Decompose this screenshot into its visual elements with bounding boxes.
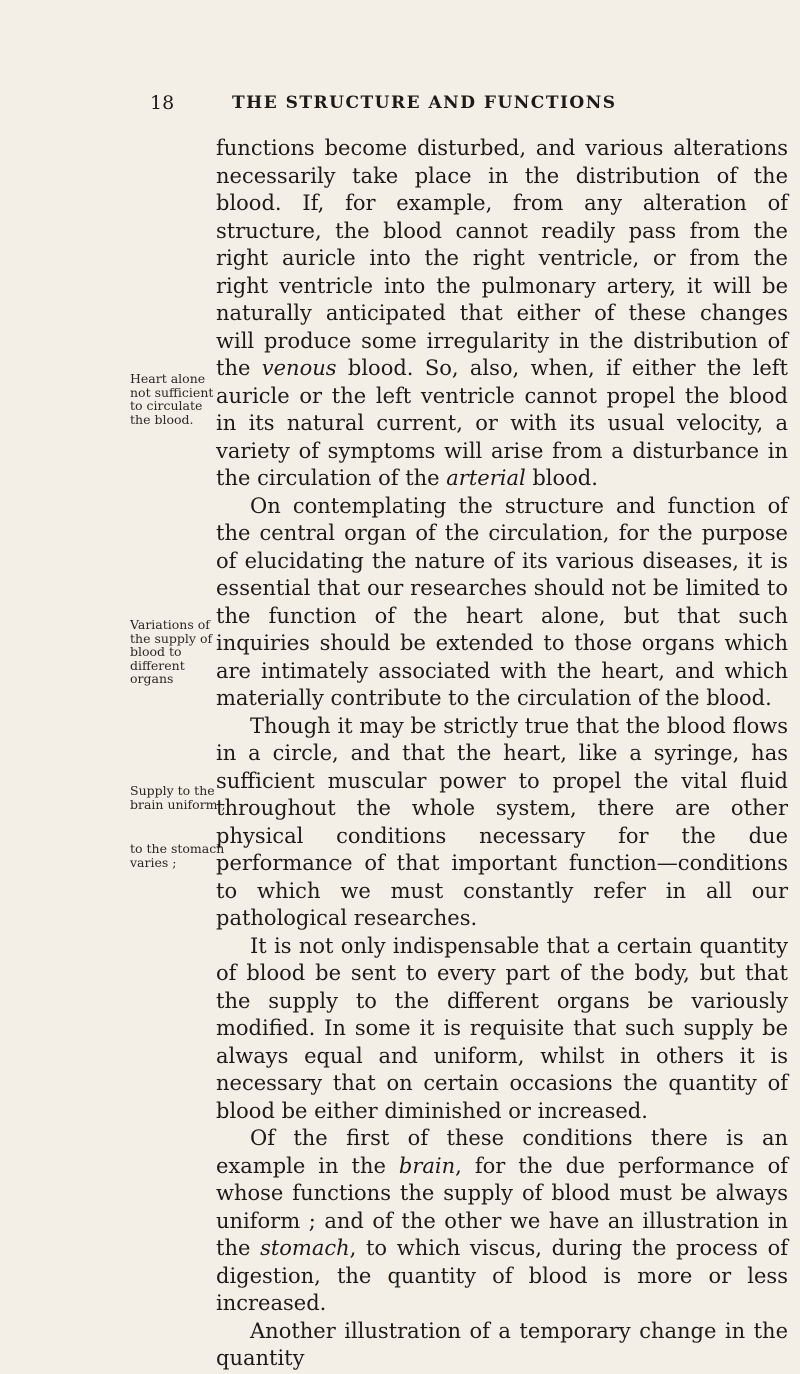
paragraph-5: Of the first of these conditions there is an example in the brain, for the due performance of whose functions the supply of blood must be always uniform ; and of the other we have an illustration in the stomach, to which viscus, during the process of digestion, the quantity of blood is more or less increased. (216, 1126, 789, 1315)
body-text (216, 135, 788, 1373)
running-head: THE STRUCTURE AND FUNCTIONS (232, 93, 617, 113)
paragraph-6: Another illustration of a temporary change in the quantity (216, 1318, 788, 1370)
margin-note-variations: Variations of the supply of blood to different organs (130, 617, 213, 686)
paragraph-4: It is not only indispensable that a certain quantity of blood be sent to every part of the body, but that the supply to the different organs be variously modified. In some it is requisite that such supply be always equal and uniform, whilst in others it is necessary that on certain occasions the quantity of blood be either diminished or increased. (216, 933, 788, 1123)
emphasis-brain: brain (398, 1153, 456, 1178)
margin-note-brain: Supply to the brain uniform ; (130, 783, 226, 812)
margin-note-heart: Heart alone not sufficient to circulate the blood. (130, 371, 214, 427)
margin-note-stomach: to the stomach varies ; (130, 841, 225, 870)
page-number: 18 (150, 92, 175, 114)
paragraph-2: On contemplating the structure and function of the central organ of the circulation, for the purpose of elucidating the nature of its various diseases, it is essential that our researches should not be limited to the function of the heart alone, but that such inquiries should be extended to those organs which are intimately associated with the heart, and which materially contribute to the circulation of the blood. (216, 493, 788, 710)
emphasis-stomach: stomach (260, 1236, 350, 1260)
paragraph-3: Though it may be strictly true that the blood flows in a circle, and that the heart, like a syringe, has sufficient muscular power to propel the vital fluid throughout the whole system, there are other physical conditions necessary for the due performance of that important function—conditions to which we must constantly refer in all our pathological researches. (216, 713, 788, 930)
emphasis-arterial: arterial (446, 466, 526, 490)
page-header (0, 92, 800, 122)
paragraph-1: functions become disturbed, and various alterations necessarily take place in the distribution of the blood. If, for example, from any alteration of structure, the blood cannot readily pass from the right auricle into the right ventricle, or from the right ventricle into the pulmonary artery, it will be naturally anticipated that either of these changes will produce some irregularity in the distribution of the venous blood. So, also, when, if either the left auricle or the left ventricle cannot propel the blood in its natural current, or with its usual velocity, a variety of symptoms will arise from a disturbance in the circulation of the arterial blood. (216, 136, 788, 490)
emphasis-venous: venous (261, 356, 337, 380)
